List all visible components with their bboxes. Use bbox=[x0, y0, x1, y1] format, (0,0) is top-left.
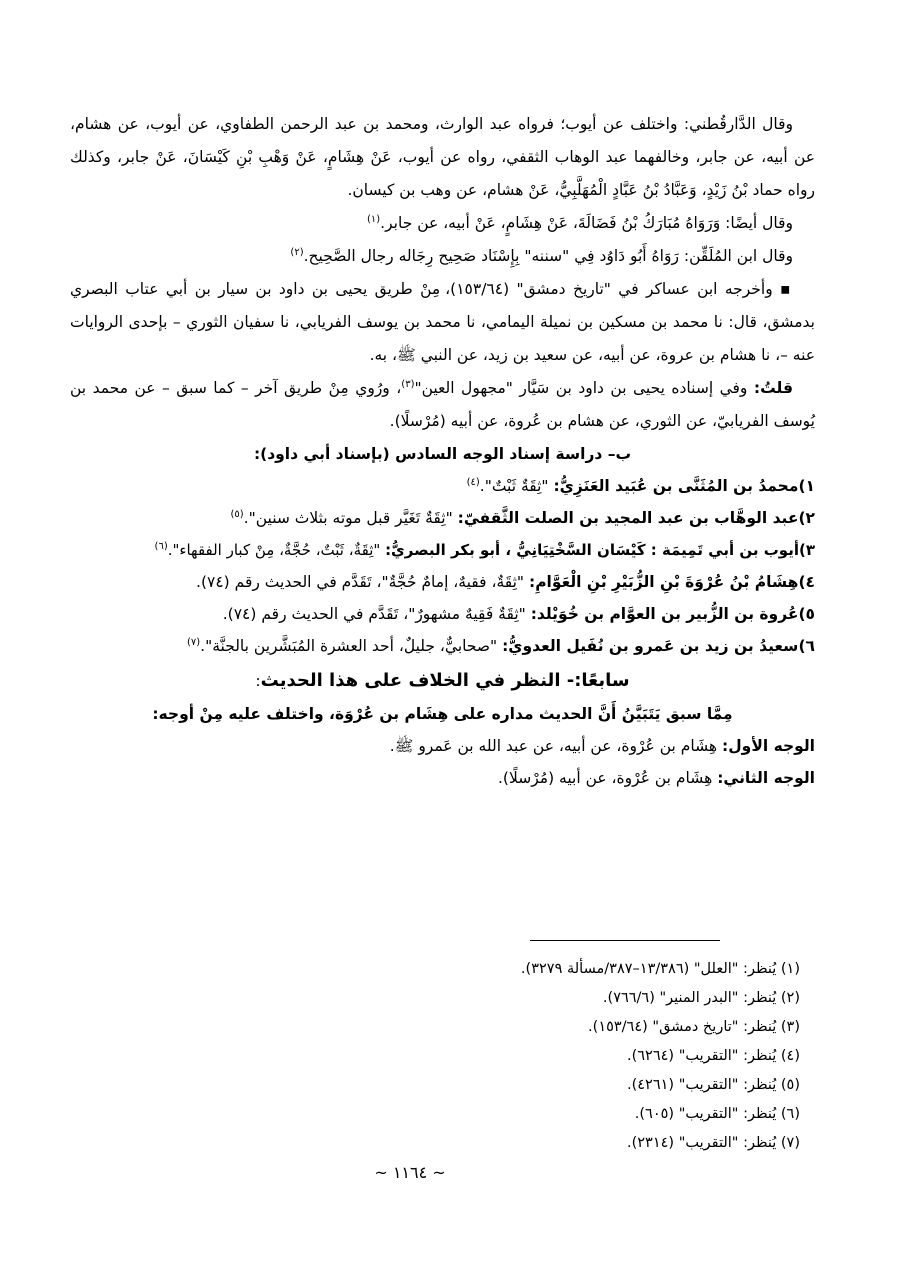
narrator-item bbox=[70, 566, 815, 598]
narrator-number: ٦) bbox=[798, 637, 815, 655]
narrator-number: ٢) bbox=[798, 509, 815, 527]
paragraph-daraqutni: وقال الدَّارقُطني: واختلف عن أيوب؛ فرواه عبد الوارث، ومحمد بن عبد الرحمن الطفاوي، عن أيوب، عن هشام، عن أبيه، عن جابر، وخالفهما عبد الوهاب الثقفي، رواه عن أيوب، عَنْ هِشَامٍ، عَنْ وَهْبِ بْنِ كَيْسَانَ، عَنْ جابر، وكذلك رواه حماد بْنُ زَيْدٍ، وَعَبَّادُ بْنُ عَبَّادٍ الْمُهَلَّبِيُّ، عَنْ هشام، عن وهب بن كيسان. bbox=[70, 115, 815, 199]
section-7-colon: : bbox=[255, 672, 261, 690]
narrator-number: ٣) bbox=[798, 541, 815, 559]
paragraph-text: وقال أيضًا: وَرَوَاهُ مُبَارَكُ بْنُ فَضَالَةَ، عَنْ هِشَامٍ، عَنْ أبيه، عن جابر. bbox=[380, 214, 793, 232]
intro-line: مِمَّا سبق يَتَبَيَّنُ أَنَّ الحديث مداره على هِشَام بن عُرْوَة، واختلف عليه مِنْ أوجه: bbox=[152, 705, 733, 723]
narrator-grade: "ثِقَةٌ فَقِيهٌ مشهورٌ"، تَقَدَّم في الحديث رقم (٧٤). bbox=[222, 605, 531, 623]
footnote-ref[interactable]: (٧) bbox=[186, 636, 201, 648]
footnote: (٣) يُنظر: "تاريخ دمشق" (١٥٣/٦٤). bbox=[588, 1019, 800, 1035]
face-text: هِشَام بن عُرْوة، عن أبيه، عن عبد الله بن عَمرو ﷺ. bbox=[389, 737, 723, 755]
footnote: (٥) يُنظر: "التقريب" (٤٢٦١). bbox=[626, 1077, 800, 1093]
face-label: الوجه الأول: bbox=[722, 737, 815, 755]
paragraph-text: وفي إسناده يحيى بن داود بن سَيَّار "مجهول العين" bbox=[414, 379, 754, 397]
section-7-title: سابعًا:- النظر في الخلاف على هذا الحديث bbox=[260, 670, 630, 691]
paragraph-text: ، ورُوي مِنْ طريق آخر – كما سبق – عن محمد بن يُوسف الفريابيّ، عن الثوري، عن هشام بن عُروة، عن أبيه (مُرْسلًا). bbox=[70, 379, 815, 430]
footnote-divider bbox=[530, 940, 720, 941]
footnotes bbox=[300, 955, 800, 1158]
footnote: (٧) يُنظر: "التقريب" (٢٣١٤). bbox=[626, 1135, 800, 1151]
narrator-name: سعيدُ بن زيد بن عَمرو بن نُفَيل العدويُّ: bbox=[502, 637, 799, 655]
narrator-number: ٥) bbox=[798, 605, 815, 623]
narrator-item bbox=[70, 470, 815, 502]
footnote: (١) يُنظر: "العلل" (١٣/٣٨٦–٣٨٧/مسألة ٣٢٧٩). bbox=[520, 961, 800, 977]
section-heading-b: ب– دراسة إسناد الوجه السادس (بإسناد أبي داود): bbox=[253, 445, 632, 463]
narrator-list bbox=[70, 470, 815, 662]
qultu-label: قلتُ: bbox=[753, 379, 793, 397]
narrator-name: عُروة بن الزُّبير بن العوَّام بن خُوَيْلد: bbox=[530, 605, 799, 623]
footnote-ref[interactable]: (٥) bbox=[230, 508, 244, 520]
footnote-ref[interactable]: (١) bbox=[366, 213, 381, 225]
page-number: ~ ١١٦٤ ~ bbox=[374, 1163, 446, 1182]
narrator-name: محمدُ بن المُثَنَّى بن عُبَيد العَنَزِيُّ: bbox=[553, 477, 799, 495]
face-item bbox=[70, 762, 815, 794]
page-body bbox=[70, 108, 815, 794]
paragraph-ibn-mulaqqin bbox=[70, 240, 815, 273]
section-heading-7 bbox=[70, 664, 815, 698]
footnote-ref[interactable]: (٣) bbox=[401, 378, 415, 390]
narrator-grade: "ثِقَةٌ تَغَيَّر قبل موته بثلاث سنين". bbox=[243, 509, 458, 527]
narrator-number: ٤) bbox=[798, 573, 815, 591]
narrator-name: أيوب بن أبي تَمِيمَة : كَيْسَان السَّخْتِيَانِيُّ ، أبو بكر البصريُّ: bbox=[385, 541, 799, 559]
narrator-item bbox=[70, 630, 815, 662]
narrator-item bbox=[70, 502, 815, 534]
narrator-item bbox=[70, 534, 815, 566]
narrator-name: عبد الوهَّاب بن عبد المجيد بن الصلت الثَّقفيّ: bbox=[457, 509, 799, 527]
narrator-number: ١) bbox=[798, 477, 815, 495]
footnote-ref[interactable]: (٦) bbox=[154, 541, 168, 552]
footnote: (٢) يُنظر: "البدر المنير" (٧٦٦/٦). bbox=[602, 990, 800, 1006]
narrator-grade: "ثِقَةٌ، ثَبْتٌ، حُجَّةٌ، مِنْ كبار الفقهاء". bbox=[167, 541, 386, 559]
narrator-grade: "ثِقَةٌ ثَبْتٌ". bbox=[479, 477, 554, 495]
narrator-item bbox=[70, 598, 815, 630]
paragraph-text: وقال ابن المُلَقِّن: رَوَاهُ أَبُو دَاوُد فِي "سننه" بِإِسْنَاد صَحِيح رِجَاله رجال الصَّحِيح. bbox=[303, 247, 793, 265]
face-label: الوجه الثاني: bbox=[717, 769, 815, 787]
face-text: هِشَام بن عُرْوة، عن أبيه (مُرْسلًا). bbox=[498, 769, 718, 787]
narrator-grade: "صحابيٌّ، جليلٌ، أحد العشرة المُبَشَّرين بالجنَّة". bbox=[200, 637, 503, 655]
paragraph-qultu bbox=[70, 372, 815, 438]
footnote-ref[interactable]: (٤) bbox=[466, 476, 480, 488]
footnote-ref[interactable]: (٢) bbox=[290, 246, 304, 258]
paragraph-ibn-asakir: ▪ وأخرجه ابن عساكر في "تاريخ دمشق" (١٥٣/٦٤)، مِنْ طريق يحيى بن داود بن سيار بن أبي عتاب البصري بدمشق، قال: نا محمد بن مسكين بن نميلة اليمامي، نا محمد بن يوسف الفريابي، نا سفيان الثوري – بإحدى الروايات عنه –، نا هشام بن عروة، عن أبيه، عن سعيد بن زيد، عن النبي ﷺ، به. bbox=[70, 280, 815, 364]
footnote: (٦) يُنظر: "التقريب" (٦٠٥). bbox=[634, 1106, 800, 1122]
narrator-grade: "ثِقَةٌ، فقيهٌ، إمامٌ حُجَّةٌ"، تَقَدَّم في الحديث رقم (٧٤). bbox=[196, 573, 529, 591]
face-item bbox=[70, 730, 815, 762]
narrator-name: هِشَامُ بْنُ عُرْوَةَ بْنِ الزُّبَيْرِ بْنِ الْعَوَّامِ: bbox=[529, 573, 799, 591]
footnote: (٤) يُنظر: "التقريب" (٦٢٦٤). bbox=[626, 1048, 800, 1064]
paragraph-daraqutni-also bbox=[70, 207, 815, 240]
